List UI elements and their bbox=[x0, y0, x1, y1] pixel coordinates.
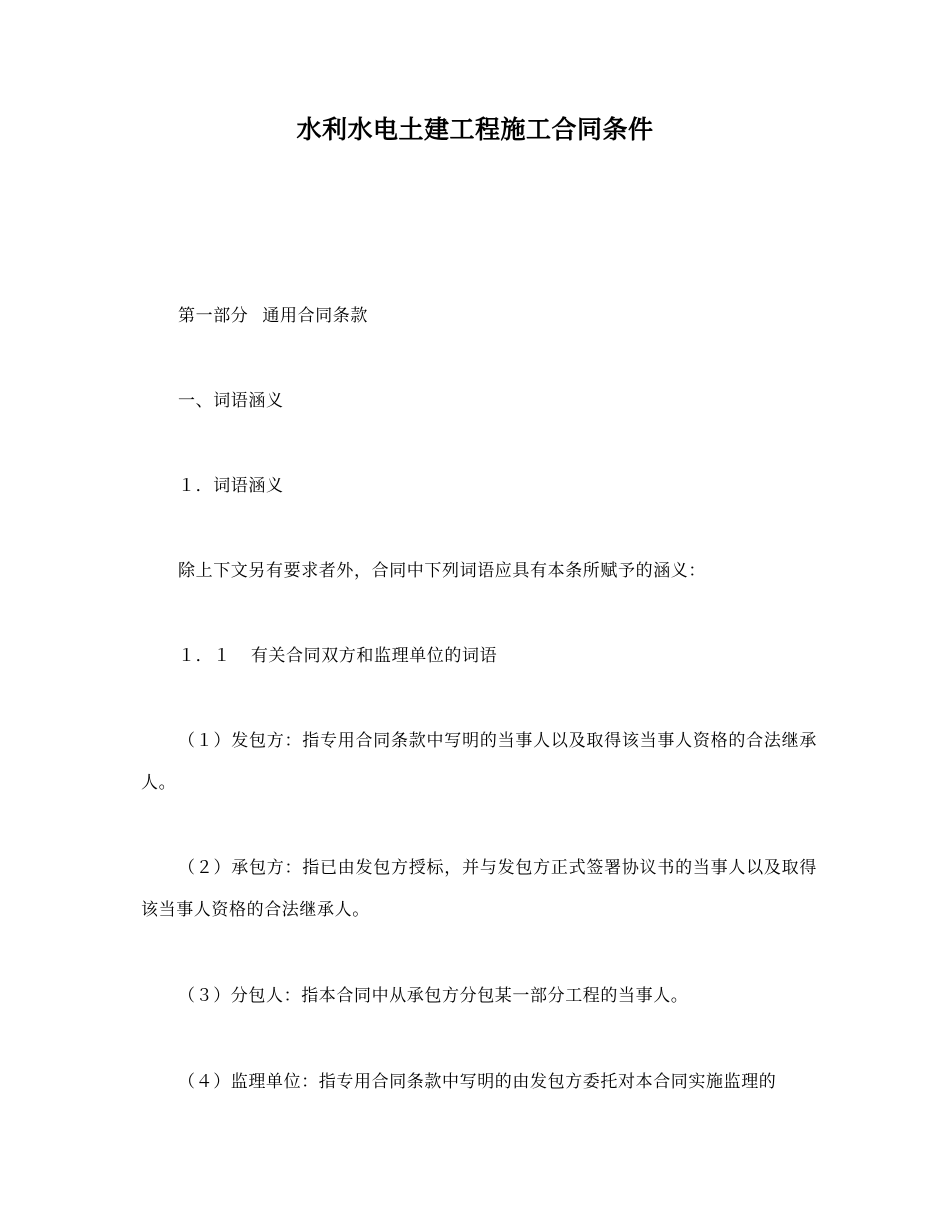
subclause-heading bbox=[141, 635, 817, 677]
clause-heading: １．词语涵义 bbox=[178, 476, 284, 496]
part-number: 第一部分 bbox=[178, 306, 249, 326]
subclause-number: １．１ bbox=[178, 646, 231, 666]
definition-paragraph: （４）监理单位：指专用合同条款中写明的由发包方委托对本合同实施监理的 bbox=[178, 1072, 777, 1092]
section-heading: 一、词语涵义 bbox=[178, 391, 284, 411]
definition-paragraph: （１）发包方：指专用合同条款中写明的当事人以及取得该当事人资格的合法继承人。 bbox=[141, 731, 817, 793]
intro-paragraph: 除上下文另有要求者外，合同中下列词语应具有本条所赋予的涵义： bbox=[178, 561, 706, 581]
definition-paragraph: （２）承包方：指已由发包方授标，并与发包方正式签署协议书的当事人以及取得该当事人资格的合法继承人。 bbox=[141, 858, 817, 920]
part-label: 通用合同条款 bbox=[262, 306, 369, 326]
definition-paragraph: （３）分包人：指本合同中从承包方分包某一部分工程的当事人。 bbox=[178, 986, 689, 1006]
document-title: 水利水电土建工程施工合同条件 bbox=[296, 115, 654, 144]
part-heading bbox=[141, 295, 817, 337]
subclause-label: 有关合同双方和监理单位的词语 bbox=[250, 646, 498, 666]
